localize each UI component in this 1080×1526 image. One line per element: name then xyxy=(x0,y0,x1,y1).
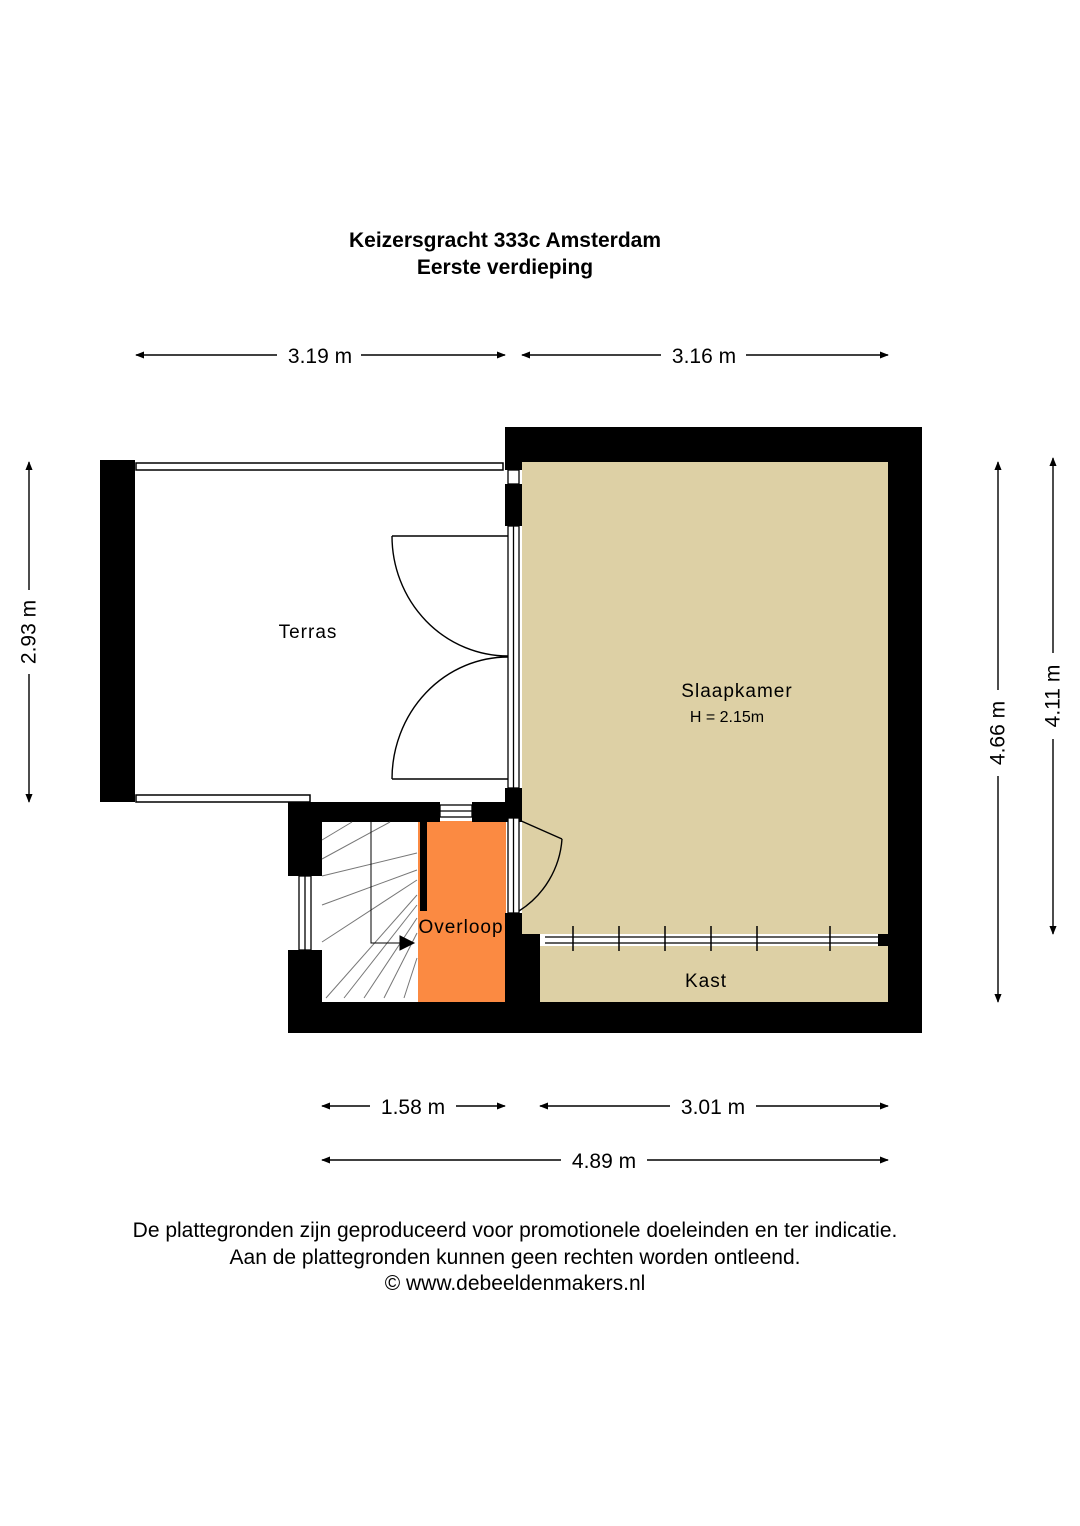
dim-bottom-right: 3.01 m xyxy=(680,1096,746,1119)
dim-right-inner: 4.66 m xyxy=(986,700,1010,766)
stair-floor xyxy=(322,821,417,998)
disclaimer-line-2: Aan de plattegronden kunnen geen rechten worden ontleend. xyxy=(229,1246,801,1269)
floor-title: Eerste verdieping xyxy=(416,256,594,279)
dim-top-left: 3.19 m xyxy=(287,345,353,368)
terras-double-door xyxy=(392,536,508,779)
room-label-terras: Terras xyxy=(278,622,338,643)
room-label-slaapkamer: Slaapkamer xyxy=(681,681,793,702)
dim-top-right: 3.16 m xyxy=(671,345,737,368)
copyright-link[interactable]: © www.debeeldenmakers.nl xyxy=(384,1272,646,1295)
room-label-kast: Kast xyxy=(684,971,728,992)
overloop-floor xyxy=(418,821,506,1002)
room-label-overloop: Overloop xyxy=(418,917,504,938)
address-title: Keizersgracht 333c Amsterdam xyxy=(348,229,662,252)
disclaimer-line-1: De plattegronden zijn geproduceerd voor promotionele doeleinden en ter indicatie. xyxy=(132,1219,898,1242)
dim-bottom-total: 4.89 m xyxy=(571,1150,637,1173)
dim-right-outer: 4.11 m xyxy=(1041,664,1065,728)
dim-left: 2.93 m xyxy=(17,599,41,665)
room-height-slaapkamer: H = 2.15m xyxy=(689,709,765,726)
dim-bottom-left: 1.58 m xyxy=(380,1096,446,1119)
